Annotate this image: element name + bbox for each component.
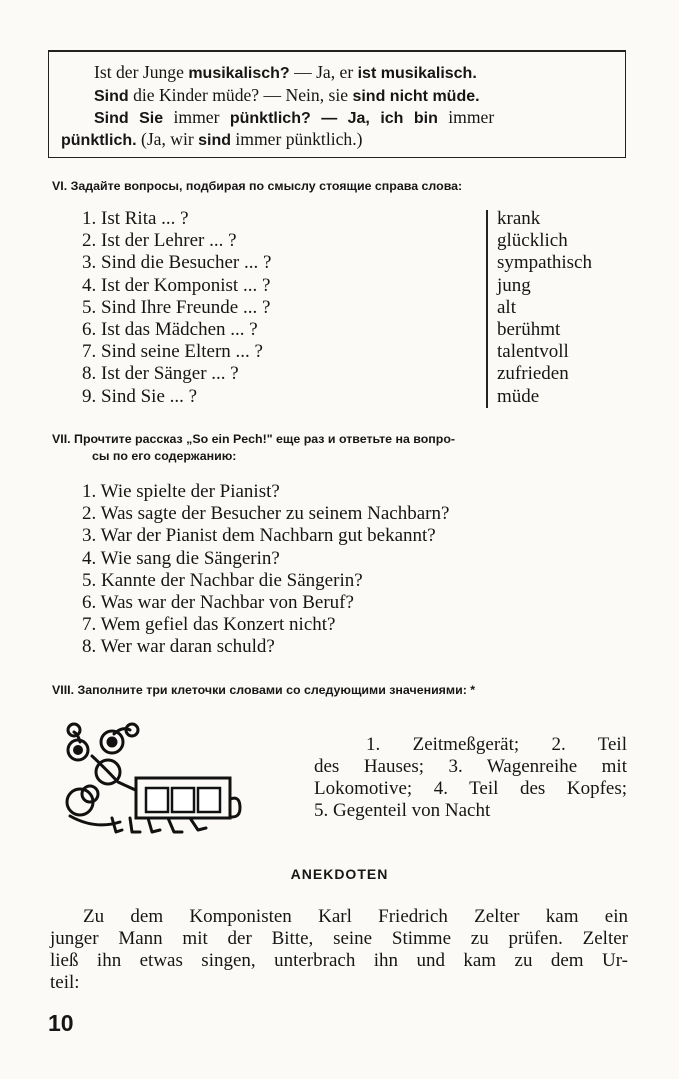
clue-line: des Hauses; 3. Wagenreihe mit [314, 756, 627, 777]
rule-line-1 [94, 62, 625, 83]
list-item: alt [497, 296, 516, 318]
list-item: 3. War der Pianist dem Nachbarn gut bekannt? [82, 525, 436, 547]
rule-text: die Kinder müde? — Nein, sie [128, 85, 353, 105]
rule-bold: Sind Sie [94, 110, 164, 127]
list-item: 4. Wie sang die Sängerin? [82, 547, 280, 569]
caterpillar-puzzle-illustration [50, 720, 250, 840]
clue-line: Lokomotive; 4. Teil des Kopfes; [314, 778, 627, 799]
exercise-8-clues [314, 734, 627, 822]
rule-line-3 [94, 107, 625, 128]
exercise-6-heading: VI. Задайте вопросы, подбирая по смыслу стоящие справа слова: [52, 179, 463, 193]
rule-bold: pünktlich. [61, 132, 137, 149]
list-item: 4. Ist der Komponist ... ? [82, 274, 271, 296]
rule-text: Ist der Junge [94, 62, 189, 82]
exercise-6-questions [82, 208, 271, 408]
exercise-7-heading [52, 431, 638, 465]
rule-bold: ist musikalisch. [357, 65, 477, 82]
list-item: 8. Wer war daran schuld? [82, 636, 275, 658]
list-item: 1. Ist Rita ... ? [82, 208, 189, 229]
list-item: 5. Sind Ihre Freunde ... ? [82, 296, 271, 318]
list-item: 2. Ist der Lehrer ... ? [82, 230, 237, 252]
anecdote-paragraph [50, 906, 628, 994]
list-item: berühmt [497, 319, 561, 341]
rule-bold: Sind [94, 88, 129, 105]
grammar-rule-box [48, 50, 626, 158]
exercise-8-heading: VIII. Заполните три клеточки словами со следующими значениями: * [52, 683, 476, 697]
rule-text: (Ja, wir [136, 129, 199, 149]
anecdote-line: Zu dem Komponisten Karl Friedrich Zelter kam ein [83, 906, 628, 927]
rule-text: immer pünktlich.) [231, 129, 363, 149]
list-item: jung [497, 274, 531, 296]
list-item: 5. Kannte der Nachbar die Sängerin? [82, 569, 363, 591]
list-item: zufrieden [497, 363, 569, 385]
column-divider [486, 210, 488, 408]
list-item: 7. Wem gefiel das Konzert nicht? [82, 614, 336, 636]
rule-text: immer [163, 107, 230, 127]
list-item: glücklich [497, 230, 568, 252]
list-item: 2. Was sagte der Besucher zu seinem Nachbarn? [82, 503, 450, 525]
list-item: müde [497, 385, 540, 407]
exercise-7-heading-line-2: сы по его содержанию: [92, 449, 237, 463]
list-item: 8. Ist der Sänger ... ? [82, 363, 239, 385]
list-item: 1. Wie spielte der Pianist? [82, 481, 280, 502]
anecdote-line: ließ ihn etwas singen, unterbrach ihn und kam zu dem Ur- [50, 950, 628, 971]
rule-bold: sind [198, 132, 232, 149]
rule-line-2 [94, 85, 625, 106]
exercise-7-questions [82, 481, 449, 659]
list-item: 6. Was war der Nachbar von Beruf? [82, 592, 354, 614]
rule-bold: musikalisch? [188, 65, 290, 82]
list-item: 7. Sind seine Eltern ... ? [82, 341, 263, 363]
list-item: sympathisch [497, 252, 592, 274]
section-title: ANEKDOTEN [290, 866, 389, 882]
list-item: krank [497, 208, 541, 229]
rule-text: immer [437, 107, 495, 127]
exercise-6-word-bank [497, 208, 592, 408]
list-item: 9. Sind Sie ... ? [82, 385, 198, 407]
clue-line: 5. Gegenteil von Nacht [314, 800, 491, 821]
clue-line: 1. Zeitmeßgerät; 2. Teil [366, 734, 627, 755]
rule-text: — Ja, er [289, 62, 358, 82]
exercise-7-heading-line-1: VII. Прочтите рассказ „So ein Pech!" еще раз и ответьте на вопро- [52, 432, 456, 446]
list-item: talentvoll [497, 341, 569, 363]
list-item: 6. Ist das Mädchen ... ? [82, 319, 258, 341]
anecdote-line: teil: [50, 972, 80, 993]
rule-line-4 [61, 129, 625, 150]
anecdote-line: junger Mann mit der Bitte, seine Stimme zu prüfen. Zelter [50, 928, 628, 949]
list-item: 3. Sind die Besucher ... ? [82, 252, 272, 274]
rule-bold: pünktlich? — Ja, ich bin [229, 110, 438, 127]
page-number: 10 [48, 1010, 74, 1036]
rule-bold: sind nicht müde. [352, 88, 480, 105]
